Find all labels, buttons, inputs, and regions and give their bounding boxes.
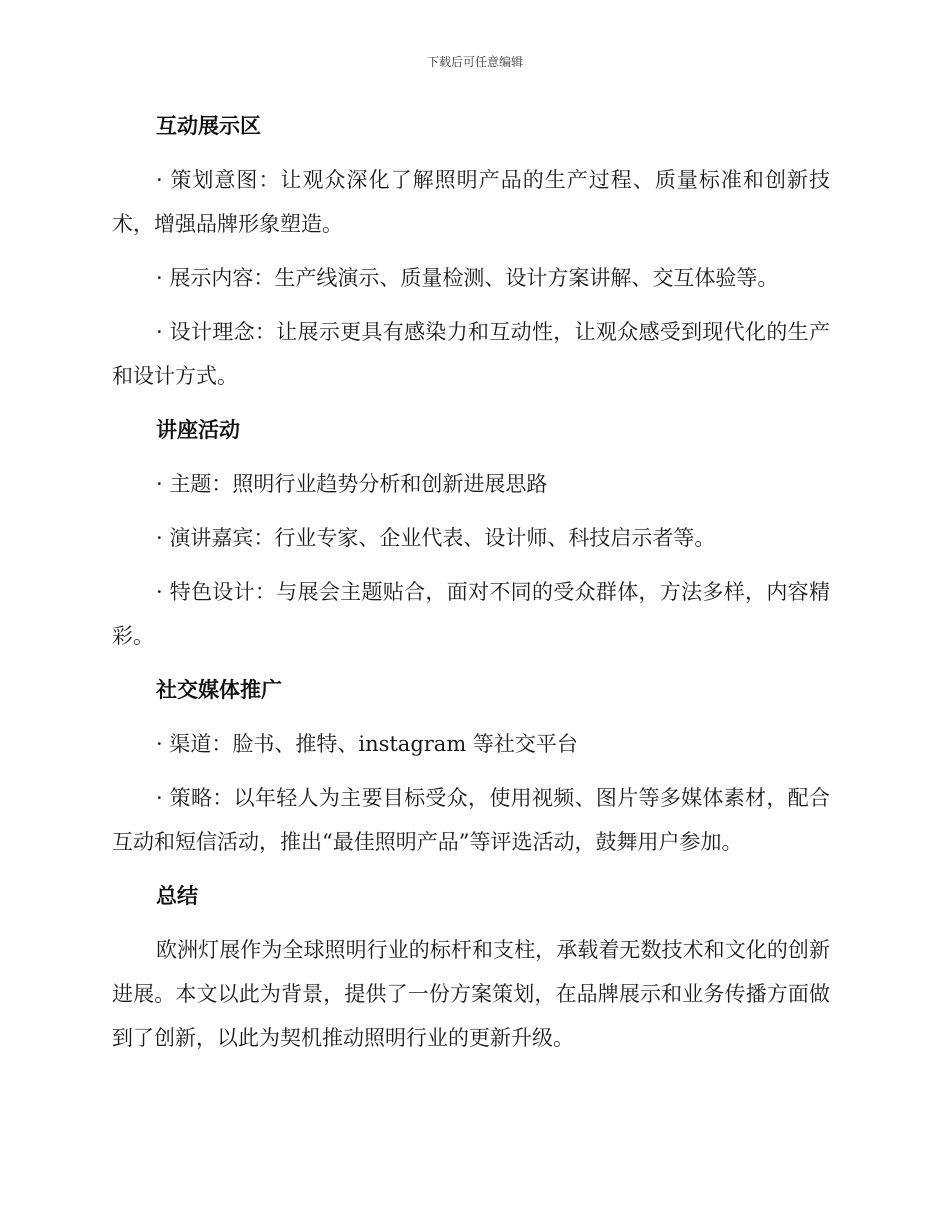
paragraph-topic: · 主题：照明行业趋势分析和创新进展思路 xyxy=(156,472,548,496)
paragraph-planning-intent: · 策划意图：让观众深化了解照明产品的生产过程、质量标准和创新技术，增强品牌形象塑造。 xyxy=(112,168,830,236)
paragraph-speakers: · 演讲嘉宾：行业专家、企业代表、设计师、科技启示者等。 xyxy=(156,526,716,550)
document-body xyxy=(112,104,830,1060)
page-header: 下载后可任意编辑 xyxy=(426,55,523,69)
section-heading-summary: 总结 xyxy=(156,884,198,908)
section-heading-lectures: 讲座活动 xyxy=(156,418,240,442)
section-heading-interactive-display: 互动展示区 xyxy=(156,114,261,138)
paragraph-design-concept: · 设计理念：让展示更具有感染力和互动性，让观众感受到现代化的生产和设计方式。 xyxy=(112,320,830,388)
paragraph-summary: 欧洲灯展作为全球照明行业的标杆和支柱，承载着无数技术和文化的创新进展。本文以此为背景，提供了一份方案策划，在品牌展示和业务传播方面做到了创新，以此为契机推动照明行业的更新升级。 xyxy=(112,938,830,1050)
paragraph-featured-design: · 特色设计：与展会主题贴合，面对不同的受众群体，方法多样，内容精彩。 xyxy=(112,580,830,648)
paragraph-channels: · 渠道：脸书、推特、instagram 等社交平台 xyxy=(156,732,578,756)
paragraph-strategy: · 策略：以年轻人为主要目标受众，使用视频、图片等多媒体素材，配合互动和短信活动，推出“最佳照明产品”等评选活动，鼓舞用户参加。 xyxy=(112,786,830,854)
section-heading-social-media: 社交媒体推广 xyxy=(156,678,282,702)
paragraph-display-content: · 展示内容：生产线演示、质量检测、设计方案讲解、交互体验等。 xyxy=(156,266,779,290)
